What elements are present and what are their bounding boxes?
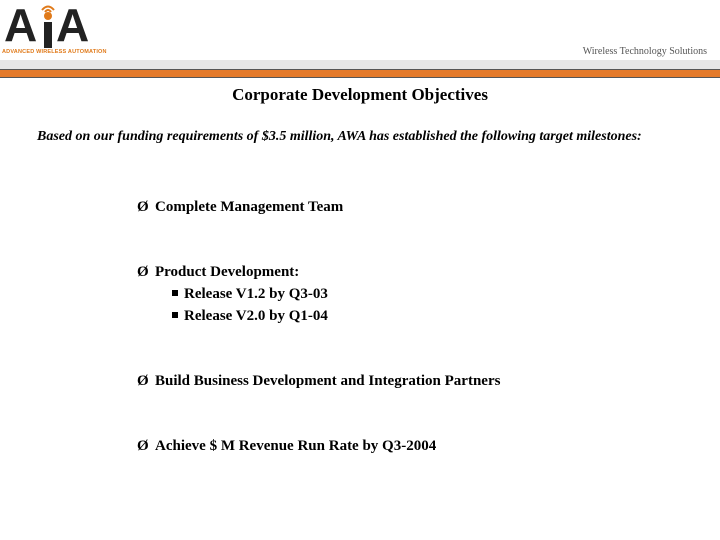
arrow-bullet-icon: Ø [137,438,149,454]
sub-bullet-text: Release V1.2 by Q3-03 [184,286,328,302]
logo-i-stem [44,22,52,48]
company-logo [2,2,108,56]
bullet-item [137,196,343,218]
arrow-bullet-icon: Ø [137,373,149,389]
slide-title: Corporate Development Objectives [232,85,488,104]
logo-dot-icon [44,12,52,20]
header-tagline: Wireless Technology Solutions [582,46,707,57]
square-bullet-icon [172,290,178,296]
arrow-bullet-icon: Ø [137,199,149,215]
sub-bullet-text: Release V2.0 by Q1-04 [184,308,328,324]
bullet-item [137,261,299,283]
sub-bullet-item [172,283,328,305]
header-band-grey [0,60,720,69]
bullet-item [137,370,500,392]
logo-tagline: ADVANCED WIRELESS AUTOMATION [2,49,107,55]
logo-wordmark: A A [4,0,88,51]
bullet-text: Product Development: [155,264,300,280]
slide-intro: Based on our funding requirements of $3.5 million, AWA has established the following target milestones: [37,129,642,144]
bullet-text: Build Business Development and Integration Partners [155,373,501,389]
sub-bullet-item [172,305,328,327]
bullet-item [137,435,436,457]
square-bullet-icon [172,312,178,318]
header-band-orange [0,69,720,78]
arrow-bullet-icon: Ø [137,264,149,280]
bullet-text: Achieve $ M Revenue Run Rate by Q3-2004 [155,438,437,454]
header-band [0,60,720,80]
bullet-text: Complete Management Team [155,199,344,215]
